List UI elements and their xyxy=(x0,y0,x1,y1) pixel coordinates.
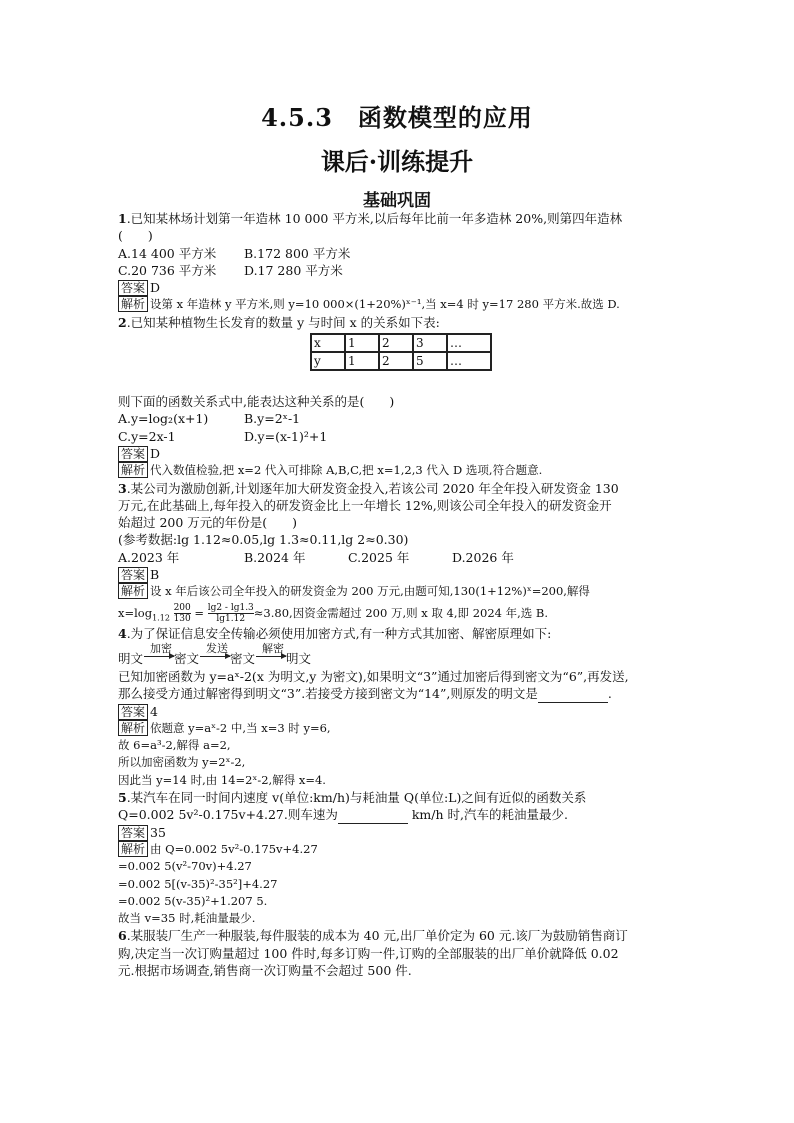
table-cell: 2 xyxy=(379,352,413,370)
analysis-tag: 解析 xyxy=(118,841,148,857)
page-subtitle: 课后·训练提升 xyxy=(320,147,474,176)
table-cell: 2 xyxy=(379,334,413,352)
question-3-stem-line3: 始超过 200 万元的年份是( ) xyxy=(118,515,298,531)
answer-blank xyxy=(538,690,608,703)
q3-option-a: A.2023 年 xyxy=(118,549,180,565)
q5-analysis-line3: =0.002 5[(v-35)²-35²]+4.27 xyxy=(118,876,278,891)
flow-plaintext: 明文 xyxy=(118,650,144,666)
analysis-tag: 解析 xyxy=(118,583,148,599)
flow-plaintext: 明文 xyxy=(286,650,312,666)
analysis-tag: 解析 xyxy=(118,462,148,478)
q4-analysis-line1: 解析 依题意 y=aˣ-2 中,当 x=3 时 y=6, xyxy=(118,720,678,737)
q2-analysis: 解析 代入数值检验,把 x=2 代入可排除 A,B,C,把 x=1,2,3 代入 D 选项,符合题意. xyxy=(118,462,678,479)
q4-answer: 答案 4 xyxy=(118,703,678,720)
table-row xyxy=(311,334,491,352)
flow-decrypt-label: 解密 xyxy=(262,641,284,655)
q3-analysis-line1: 解析 设 x 年后该公司全年投入的研发资金为 200 万元,由题可知,130(1+12%)ˣ=200,解得 xyxy=(118,583,678,600)
table-cell: … xyxy=(447,352,491,370)
q1-option-b: B.172 800 平方米 xyxy=(244,245,351,261)
q1-analysis: 解析 设第 x 年造林 y 平方米,则 y=10 000×(1+20%)ˣ⁻¹,当 x=4 时 y=17 280 平方米.故选 D. xyxy=(118,296,678,313)
question-2-options-row1 xyxy=(118,410,678,427)
question-1-paren: ( ) xyxy=(118,228,153,244)
q2-option-d: D.y=(x-1)²+1 xyxy=(244,428,328,444)
flow-send-label: 发送 xyxy=(206,641,228,655)
fraction-200-130: $\frac{200}{130}$ xyxy=(173,603,191,625)
question-4-line3: 那么接受方通过解密得到明文“3”.若接受方接到密文为“14”,则原发的明文是 . xyxy=(118,686,612,702)
q3-option-b: B.2024 年 xyxy=(244,549,306,565)
q5-analysis-line1: 解析 由 Q=0.002 5v²-0.175v+4.27 xyxy=(118,841,678,858)
table-cell: y xyxy=(311,352,345,370)
analysis-tag: 解析 xyxy=(118,296,148,312)
q3-analysis-line2: $x=\log_{1.12}$ $\frac{200}{130}$ = $\frac{\lg 2 - \lg 1.3}{\lg 1.12}$ ≈3.80,因资金需超过 200 万,则 x 取 4,即 2024 年,选 B. xyxy=(118,603,549,625)
question-3-stem-line2: 万元,在此基础上,每年投入的研发资金比上一年增长 12%,则该公司全年投入的研发资金开 xyxy=(118,497,612,513)
question-4-line2: 已知加密函数为 y=aˣ-2(x 为明文,y 为密文),如果明文“3”通过加密后得到密文为“6”,再发送, xyxy=(118,668,629,684)
q2-option-a: A.y=log₂(x+1) xyxy=(118,411,209,427)
q1-option-d: D.17 280 平方米 xyxy=(244,262,343,278)
q2-option-c: C.y=2x-1 xyxy=(118,428,176,444)
question-3-reference: (参考数据:lg 1.12≈0.05,lg 1.3≈0.11,lg 2≈0.30) xyxy=(118,532,409,548)
table-cell: x xyxy=(311,334,345,352)
answer-tag: 答案 xyxy=(118,446,148,462)
question-4-stem: 4.为了保证信息安全传输必须使用加密方式,有一种方式其加密、解密原理如下: xyxy=(118,625,552,641)
flow-ciphertext: 密文 xyxy=(230,650,256,666)
question-6-line1: 6.某服装厂生产一种服装,每件服装的成本为 40 元,出厂单价定为 60 元.该厂为鼓励销售商订 xyxy=(118,928,628,944)
q1-option-c: C.20 736 平方米 xyxy=(118,262,217,278)
q2-answer: 答案 D xyxy=(118,445,678,462)
answer-tag: 答案 xyxy=(118,280,148,296)
question-6-line3: 元.根据市场调查,销售商一次订购量不会超过 500 件. xyxy=(118,962,412,978)
question-3-options xyxy=(118,549,678,566)
answer-blank xyxy=(338,811,408,824)
question-3-stem-line1: 3.某公司为激励创新,计划逐年加大研发资金投入,若该公司 2020 年全年投入研发资金 130 xyxy=(118,480,619,496)
table-cell: 5 xyxy=(413,352,447,370)
question-2-stem: 2.已知某种植物生长发育的数量 y 与时间 x 的关系如下表: xyxy=(118,314,440,330)
answer-tag: 答案 xyxy=(118,567,148,583)
fraction-lg: $\frac{\lg 2 - \lg 1.3}{\lg 1.12}$ xyxy=(207,603,254,625)
flow-encrypt-label: 加密 xyxy=(150,641,172,655)
answer-tag: 答案 xyxy=(118,704,148,720)
table-cell: 1 xyxy=(345,334,379,352)
answer-tag: 答案 xyxy=(118,825,148,841)
question-1-stem: 1.已知某林场计划第一年造林 10 000 平方米,以后每年比前一年多造林 20%,则第四年造林 xyxy=(118,211,623,226)
q2-option-b: B.y=2ˣ-1 xyxy=(244,411,301,427)
q5-answer: 答案 35 xyxy=(118,824,678,841)
flow-ciphertext: 密文 xyxy=(174,650,200,666)
q1-answer: 答案 D xyxy=(118,279,678,296)
q4-analysis-line3: 所以加密函数为 y=2ˣ-2, xyxy=(118,755,246,770)
q4-analysis-line2: 故 6=a³-2,解得 a=2, xyxy=(118,738,231,753)
q3-option-c: C.2025 年 xyxy=(348,549,410,565)
question-2-prompt: 则下面的函数关系式中,能表达这种关系的是( ) xyxy=(118,394,395,410)
q5-analysis-line2: =0.002 5(v²-70v)+4.27 xyxy=(118,859,252,874)
q3-option-d: D.2026 年 xyxy=(452,549,514,565)
encryption-flow-diagram xyxy=(118,642,678,668)
section-title: 4.5.3 函数模型的应用 xyxy=(261,103,533,132)
question-2-options-row2 xyxy=(118,428,678,445)
flow-arrow-icon xyxy=(144,656,174,657)
question-5-stem: 5.某汽车在同一时间内速度 v(单位:km/h)与耗油量 Q(单位:L)之间有近似的函数关系 xyxy=(118,790,587,806)
question-6-line2: 购,决定当一次订购量超过 100 件时,每多订购一件,订购的全部服装的出厂单价就降低 0.02 xyxy=(118,945,619,961)
table-row xyxy=(311,352,491,370)
part-heading: 基础巩固 xyxy=(363,191,431,211)
question-1-options-row1 xyxy=(118,245,678,262)
q3-answer: 答案 B xyxy=(118,566,678,583)
table-cell: 3 xyxy=(413,334,447,352)
q1-option-a: A.14 400 平方米 xyxy=(118,245,217,261)
q4-analysis-line4: 因此当 y=14 时,由 14=2ˣ-2,解得 x=4. xyxy=(118,772,326,787)
q5-analysis-line4: =0.002 5(v-35)²+1.207 5. xyxy=(118,893,268,908)
table-cell: 1 xyxy=(345,352,379,370)
question-1-options-row2 xyxy=(118,262,678,279)
q5-analysis-line5: 故当 v=35 时,耗油量最少. xyxy=(118,911,256,926)
q2-value-table xyxy=(310,333,492,371)
flow-arrow-icon xyxy=(256,656,286,657)
analysis-tag: 解析 xyxy=(118,720,148,736)
question-5-line2: Q=0.002 5v²-0.175v+4.27.则车速为 km/h 时,汽车的耗油量最少. xyxy=(118,807,568,823)
table-cell: … xyxy=(447,334,491,352)
flow-arrow-icon xyxy=(200,656,230,657)
exercise-content xyxy=(118,210,678,979)
